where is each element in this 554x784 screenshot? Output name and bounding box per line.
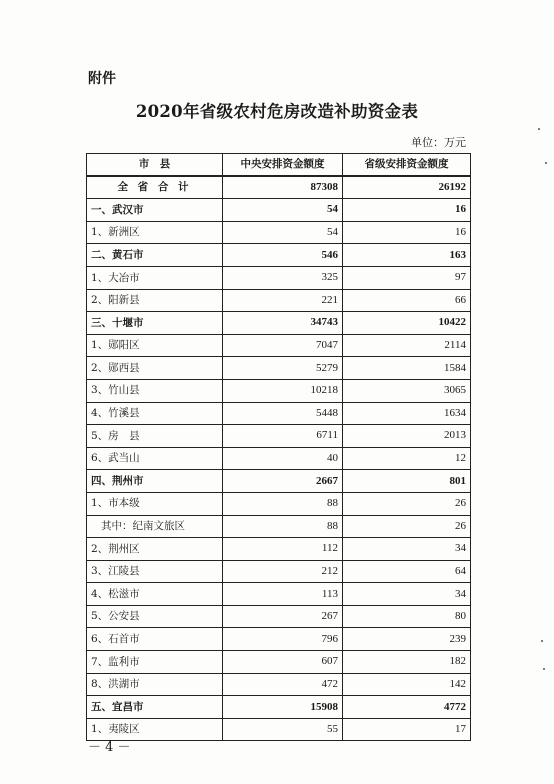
cell-central-amount: 10218	[223, 379, 343, 402]
table-row	[87, 176, 471, 199]
cell-provincial-amount: 34	[343, 538, 471, 561]
table-row	[87, 312, 471, 335]
table-row	[87, 605, 471, 628]
cell-central-amount: 87308	[223, 176, 343, 199]
cell-provincial-amount: 801	[343, 470, 471, 493]
cell-central-amount: 34743	[223, 312, 343, 335]
cell-central-amount: 40	[223, 447, 343, 470]
cell-region-name: 6、武当山	[87, 447, 223, 470]
cell-central-amount: 5279	[223, 357, 343, 380]
cell-region-name: 五、宜昌市	[87, 696, 223, 719]
cell-provincial-amount: 26192	[343, 176, 471, 199]
cell-region-name: 3、竹山县	[87, 379, 223, 402]
cell-region-name: 其中：纪南文旅区	[87, 515, 223, 538]
cell-provincial-amount: 2013	[343, 425, 471, 448]
cell-provincial-amount: 4772	[343, 696, 471, 719]
cell-provincial-amount: 64	[343, 560, 471, 583]
cell-central-amount: 546	[223, 244, 343, 267]
cell-central-amount: 2667	[223, 470, 343, 493]
cell-region-name: 2、郧西县	[87, 357, 223, 380]
cell-region-name: 二、黄石市	[87, 244, 223, 267]
cell-provincial-amount: 34	[343, 583, 471, 606]
table-row	[87, 673, 471, 696]
table-row	[87, 538, 471, 561]
unit-label: 单位：万元	[411, 136, 466, 149]
cell-provincial-amount: 97	[343, 266, 471, 289]
cell-region-name: 全 省 合 计	[87, 176, 223, 199]
cell-central-amount: 113	[223, 583, 343, 606]
cell-provincial-amount: 16	[343, 221, 471, 244]
cell-provincial-amount: 182	[343, 651, 471, 674]
cell-provincial-amount: 12	[343, 447, 471, 470]
cell-central-amount: 15908	[223, 696, 343, 719]
cell-region-name: 6、石首市	[87, 628, 223, 651]
cell-central-amount: 796	[223, 628, 343, 651]
table-row	[87, 696, 471, 719]
cell-provincial-amount: 163	[343, 244, 471, 267]
scan-speck	[543, 668, 545, 670]
cell-provincial-amount: 239	[343, 628, 471, 651]
cell-central-amount: 88	[223, 492, 343, 515]
cell-central-amount: 112	[223, 538, 343, 561]
table-row	[87, 651, 471, 674]
cell-central-amount: 88	[223, 515, 343, 538]
cell-region-name: 2、阳新县	[87, 289, 223, 312]
table-row	[87, 244, 471, 267]
cell-central-amount: 221	[223, 289, 343, 312]
cell-provincial-amount: 1634	[343, 402, 471, 425]
cell-region-name: 8、洪湖市	[87, 673, 223, 696]
cell-provincial-amount: 17	[343, 718, 471, 741]
table-row	[87, 402, 471, 425]
cell-central-amount: 7047	[223, 334, 343, 357]
cell-region-name: 1、大冶市	[87, 266, 223, 289]
table-row	[87, 199, 471, 222]
scan-speck	[541, 640, 543, 642]
table-row	[87, 470, 471, 493]
cell-provincial-amount: 80	[343, 605, 471, 628]
column-header-central: 中央安排资金额度	[223, 154, 343, 177]
attachment-label: 附件	[88, 71, 116, 87]
table-row	[87, 447, 471, 470]
table-row	[87, 266, 471, 289]
cell-central-amount: 5448	[223, 402, 343, 425]
table-row	[87, 334, 471, 357]
cell-region-name: 4、松滋市	[87, 583, 223, 606]
cell-region-name: 四、荆州市	[87, 470, 223, 493]
funding-table	[86, 153, 471, 741]
cell-region-name: 一、武汉市	[87, 199, 223, 222]
table-row	[87, 425, 471, 448]
table-row	[87, 583, 471, 606]
cell-region-name: 3、江陵县	[87, 560, 223, 583]
cell-central-amount: 607	[223, 651, 343, 674]
page-number: － 4 －	[88, 740, 131, 755]
cell-region-name: 1、郧阳区	[87, 334, 223, 357]
cell-provincial-amount: 26	[343, 492, 471, 515]
cell-central-amount: 472	[223, 673, 343, 696]
cell-central-amount: 6711	[223, 425, 343, 448]
table-row	[87, 628, 471, 651]
cell-central-amount: 54	[223, 221, 343, 244]
cell-region-name: 7、监利市	[87, 651, 223, 674]
cell-region-name: 5、房 县	[87, 425, 223, 448]
table-row	[87, 560, 471, 583]
cell-provincial-amount: 142	[343, 673, 471, 696]
table-row	[87, 379, 471, 402]
cell-provincial-amount: 26	[343, 515, 471, 538]
table-row	[87, 492, 471, 515]
table-row	[87, 515, 471, 538]
cell-region-name: 1、新洲区	[87, 221, 223, 244]
cell-central-amount: 212	[223, 560, 343, 583]
scan-speck	[538, 128, 540, 130]
cell-region-name: 1、市本级	[87, 492, 223, 515]
cell-region-name: 1、夷陵区	[87, 718, 223, 741]
cell-central-amount: 325	[223, 266, 343, 289]
table-row	[87, 357, 471, 380]
cell-region-name: 三、十堰市	[87, 312, 223, 335]
cell-central-amount: 54	[223, 199, 343, 222]
table-row	[87, 718, 471, 741]
cell-region-name: 4、竹溪县	[87, 402, 223, 425]
table-header-row	[87, 154, 471, 177]
table-row	[87, 221, 471, 244]
cell-region-name: 2、荆州区	[87, 538, 223, 561]
scan-speck	[545, 162, 547, 164]
cell-provincial-amount: 66	[343, 289, 471, 312]
table-row	[87, 289, 471, 312]
cell-region-name: 5、公安县	[87, 605, 223, 628]
cell-provincial-amount: 1584	[343, 357, 471, 380]
document-title: 2020年省级农村危房改造补助资金表	[135, 102, 419, 121]
cell-central-amount: 267	[223, 605, 343, 628]
cell-provincial-amount: 3065	[343, 379, 471, 402]
cell-provincial-amount: 2114	[343, 334, 471, 357]
cell-central-amount: 55	[223, 718, 343, 741]
cell-provincial-amount: 16	[343, 199, 471, 222]
cell-provincial-amount: 10422	[343, 312, 471, 335]
column-header-city: 市 县	[87, 154, 223, 177]
column-header-provincial: 省级安排资金额度	[343, 154, 471, 177]
